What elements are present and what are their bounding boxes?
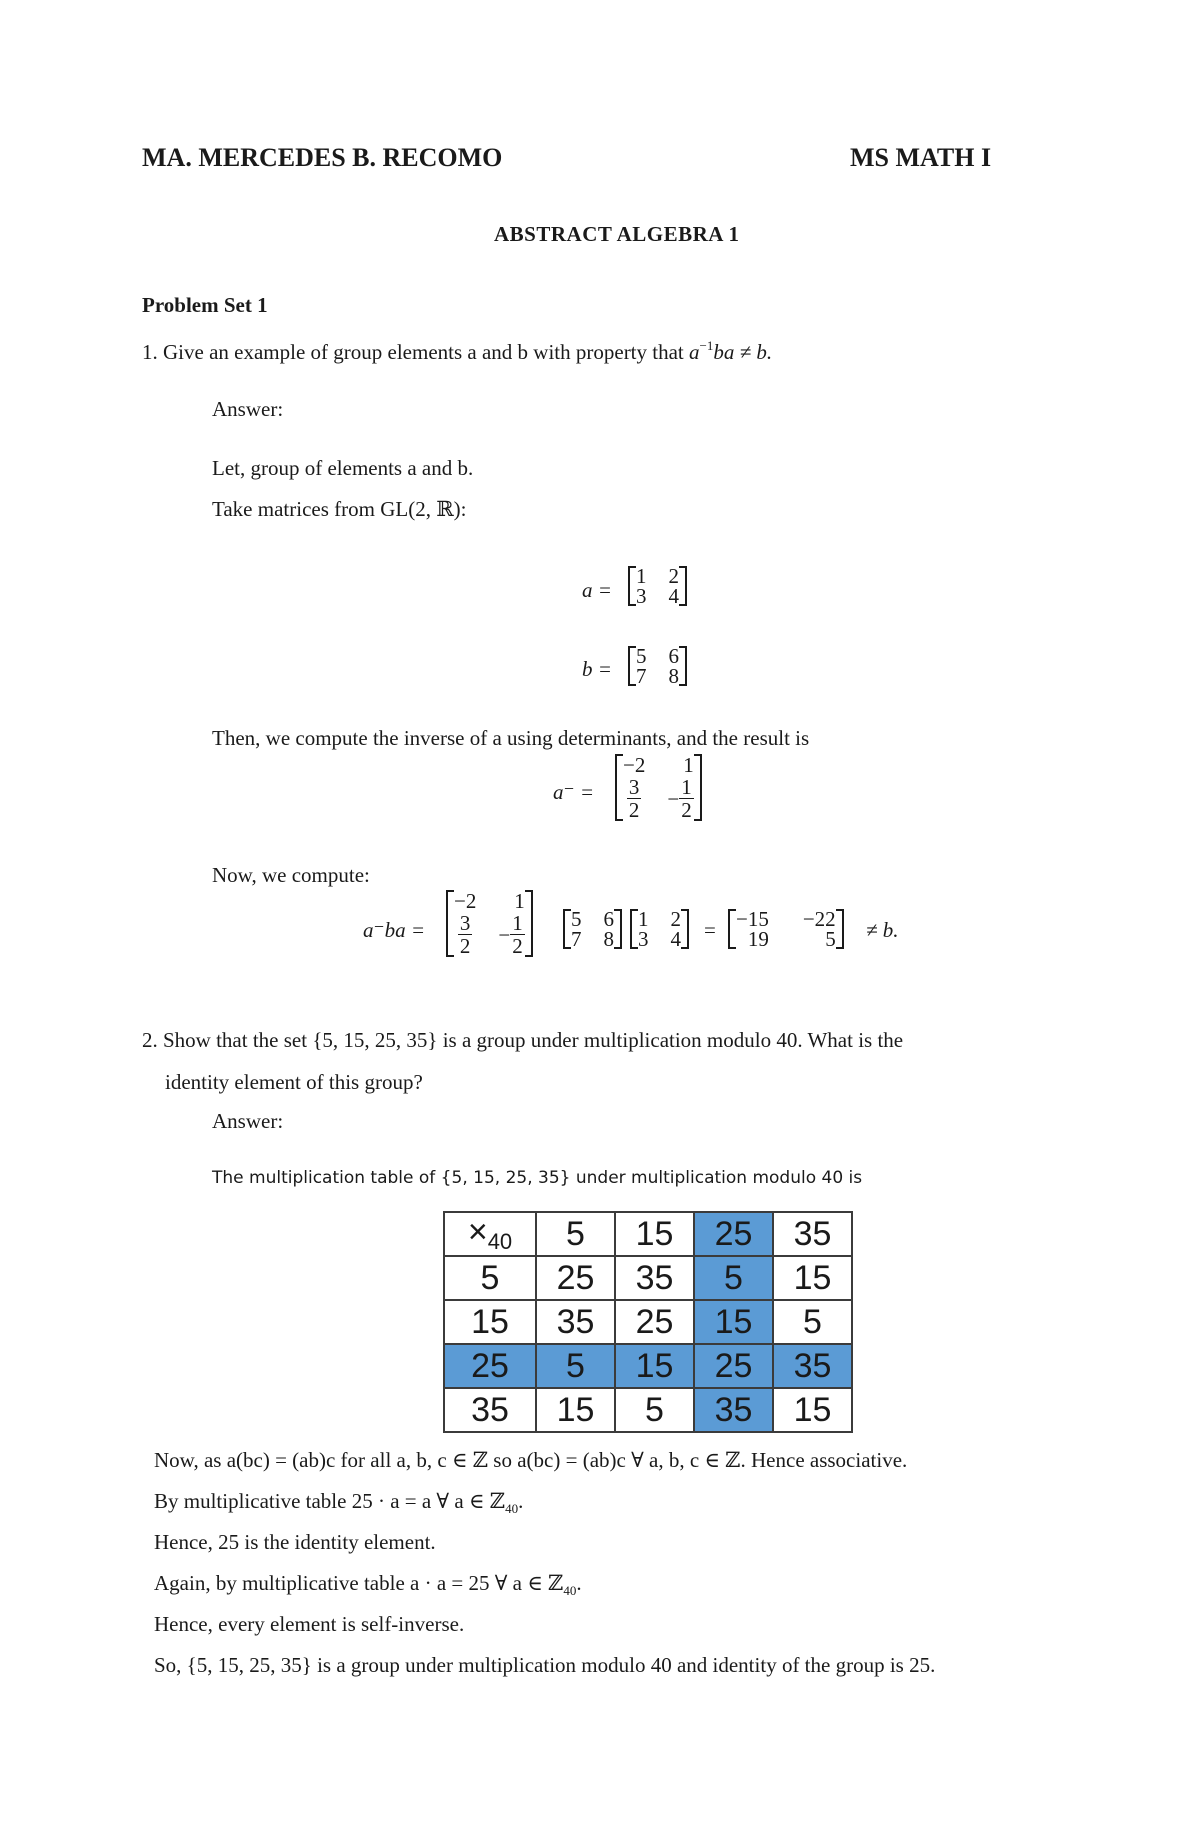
table-cell: 15 — [773, 1388, 852, 1432]
q1-question — [142, 338, 772, 365]
product-a-matrix — [630, 909, 689, 949]
table-cell: 5 — [773, 1300, 852, 1344]
matrix-a-cell: 1 — [636, 564, 647, 588]
matrix-ainv-fraction-signed — [498, 912, 524, 957]
matrix-b-cell: 6 — [603, 907, 614, 931]
matrix-b-cell: 5 — [571, 907, 582, 931]
matrix-ainv-cell: 1 — [683, 753, 694, 777]
matrix-a-cell: 4 — [670, 927, 681, 951]
table-header-cell: 15 — [615, 1212, 694, 1256]
course-code: MS MATH I — [850, 143, 992, 172]
table-corner-cell — [444, 1212, 536, 1256]
fraction-denominator: 2 — [512, 934, 523, 958]
matrix-b-cell: 8 — [668, 664, 679, 688]
q2-answer-label: Answer: — [212, 1109, 284, 1133]
matrix-a-label: a = — [582, 578, 612, 602]
multiplication-table — [443, 1211, 853, 1433]
q1-number: 1. — [142, 340, 158, 364]
table-cell: 5 — [536, 1344, 615, 1388]
author-name: MA. MERCEDES B. RECOMO — [142, 143, 503, 172]
corner-subscript: 40 — [487, 1229, 513, 1254]
matrix-ainv-fraction — [510, 912, 525, 957]
table-cell: 25 — [536, 1256, 615, 1300]
product-ainv-matrix — [446, 890, 533, 957]
times-symbol: × — [467, 1213, 488, 1251]
table-cell: 15 — [536, 1388, 615, 1432]
matrix-ainv-cell: 1 — [514, 889, 525, 913]
fraction-sign: − — [667, 786, 680, 811]
matrix-ainv-fraction — [623, 776, 645, 821]
matrix-b-cell: 8 — [603, 927, 614, 951]
q1-then-line: Then, we compute the inverse of a using determinants, and the result is — [212, 726, 810, 750]
matrix-b-cell: 5 — [636, 644, 647, 668]
table-cell: 35 — [694, 1388, 773, 1432]
table-header-cell: 35 — [773, 1212, 852, 1256]
q1-question-text: Give an example of group elements a and b with property that — [163, 340, 684, 364]
matrix-b-cell: 7 — [571, 927, 582, 951]
matrix-ainv-cell: −2 — [623, 753, 646, 777]
result-matrix-cell: 5 — [825, 927, 836, 951]
matrix-b-cell: 7 — [636, 664, 647, 688]
q2-associative-line: Now, as a(bc) = (ab)c for all a, b, c ∈ ℤ so a(bc) = (ab)c ∀ a, b, c ∈ ℤ. Hence associative. — [154, 1448, 908, 1472]
q1-take-line: Take matrices from GL(2, ℝ): — [212, 497, 467, 521]
fraction-numerator: 3 — [459, 911, 471, 935]
table-row-highlighted — [444, 1344, 852, 1388]
table-row — [444, 1256, 852, 1300]
q2-number: 2. — [142, 1028, 158, 1052]
q2-hence-identity: Hence, 25 is the identity element. — [154, 1530, 436, 1554]
fraction-sign: − — [498, 922, 511, 947]
q1-answer-label: Answer: — [212, 397, 284, 421]
fraction-denominator: 2 — [459, 934, 471, 958]
table-cell: 25 — [694, 1344, 773, 1388]
table-cell: 35 — [444, 1388, 536, 1432]
matrix-a-cell: 4 — [668, 584, 679, 608]
table-cell: 15 — [444, 1300, 536, 1344]
q1-question-math-rest: ba ≠ b. — [713, 340, 773, 364]
matrix-a-cell: 3 — [638, 927, 649, 951]
fraction-denominator: 2 — [681, 798, 692, 822]
q2-question-line1 — [142, 1028, 903, 1053]
q2-conclusion: So, {5, 15, 25, 35} is a group under multiplication modulo 40 and identity of the group is 25. — [154, 1653, 936, 1677]
q1-question-sup: −1 — [699, 338, 714, 353]
result-matrix-cell: −15 — [736, 907, 769, 931]
product-label: a⁻ba = — [363, 918, 426, 942]
not-equal-b: ≠ b. — [866, 918, 899, 942]
matrix-b — [628, 646, 687, 686]
table-cell: 15 — [615, 1344, 694, 1388]
matrix-a — [628, 566, 687, 606]
q2-identity-line — [154, 1489, 523, 1517]
q1-question-math: a — [689, 340, 700, 364]
result-matrix-cell: 19 — [747, 927, 769, 951]
table-cell: 5 — [694, 1256, 773, 1300]
table-cell: 5 — [444, 1256, 536, 1300]
table-row — [444, 1388, 852, 1432]
table-header-row — [444, 1212, 852, 1256]
identity-end: . — [518, 1489, 524, 1513]
problem-set-heading: Problem Set 1 — [142, 293, 268, 317]
fraction-numerator: 1 — [512, 911, 523, 935]
document-title: ABSTRACT ALGEBRA 1 — [494, 222, 740, 246]
q1-now-line: Now, we compute: — [212, 863, 370, 887]
matrix-a-cell: 1 — [638, 907, 649, 931]
matrix-ainv-fraction-signed — [667, 776, 693, 821]
matrix-ainv-fraction — [679, 776, 694, 821]
fraction-denominator: 2 — [628, 798, 640, 822]
matrix-ainv-cell: −2 — [454, 889, 477, 913]
table-cell: 35 — [615, 1256, 694, 1300]
q2-table-intro: The multiplication table of {5, 15, 25, 35} under multiplication modulo 40 is — [212, 1168, 863, 1188]
table-cell: 15 — [694, 1300, 773, 1344]
table-cell: 15 — [773, 1256, 852, 1300]
matrix-a-cell: 2 — [668, 564, 679, 588]
matrix-b-cell: 6 — [668, 644, 679, 668]
product-b-matrix — [563, 909, 622, 949]
result-matrix-cell: −22 — [802, 907, 836, 931]
matrix-a-cell: 3 — [636, 584, 647, 608]
matrix-b-label: b = — [582, 657, 612, 681]
identity-subscript: 40 — [505, 1501, 519, 1516]
inverse-text: Again, by multiplicative table a · a = 25 ∀ a ∈ ℤ — [154, 1571, 564, 1595]
identity-text: By multiplicative table 25 · a = a ∀ a ∈ ℤ — [154, 1489, 506, 1513]
table-cell: 25 — [444, 1344, 536, 1388]
table-header-cell: 25 — [694, 1212, 773, 1256]
q1-let-line: Let, group of elements a and b. — [212, 456, 474, 480]
table-header-cell: 5 — [536, 1212, 615, 1256]
matrix-ainv-fraction — [454, 912, 476, 957]
q2-question-line2: identity element of this group? — [165, 1070, 423, 1094]
inverse-subscript: 40 — [563, 1583, 577, 1598]
fraction-numerator: 1 — [681, 775, 692, 799]
equals-sign: = — [704, 918, 716, 942]
q2-hence-inverse: Hence, every element is self-inverse. — [154, 1612, 465, 1636]
table-cell: 25 — [615, 1300, 694, 1344]
matrix-ainv-label: a⁻ = — [553, 780, 595, 804]
result-matrix — [728, 909, 844, 949]
q2-inverse-line — [154, 1571, 582, 1599]
matrix-ainv — [615, 754, 702, 821]
table-cell: 35 — [773, 1344, 852, 1388]
fraction-numerator: 3 — [628, 775, 640, 799]
table-cell: 5 — [615, 1388, 694, 1432]
table-cell: 35 — [536, 1300, 615, 1344]
table-row — [444, 1300, 852, 1344]
inverse-end: . — [576, 1571, 582, 1595]
q2-question-text: Show that the set {5, 15, 25, 35} is a group under multiplication modulo 40. What is the — [163, 1028, 904, 1052]
matrix-a-cell: 2 — [670, 907, 681, 931]
